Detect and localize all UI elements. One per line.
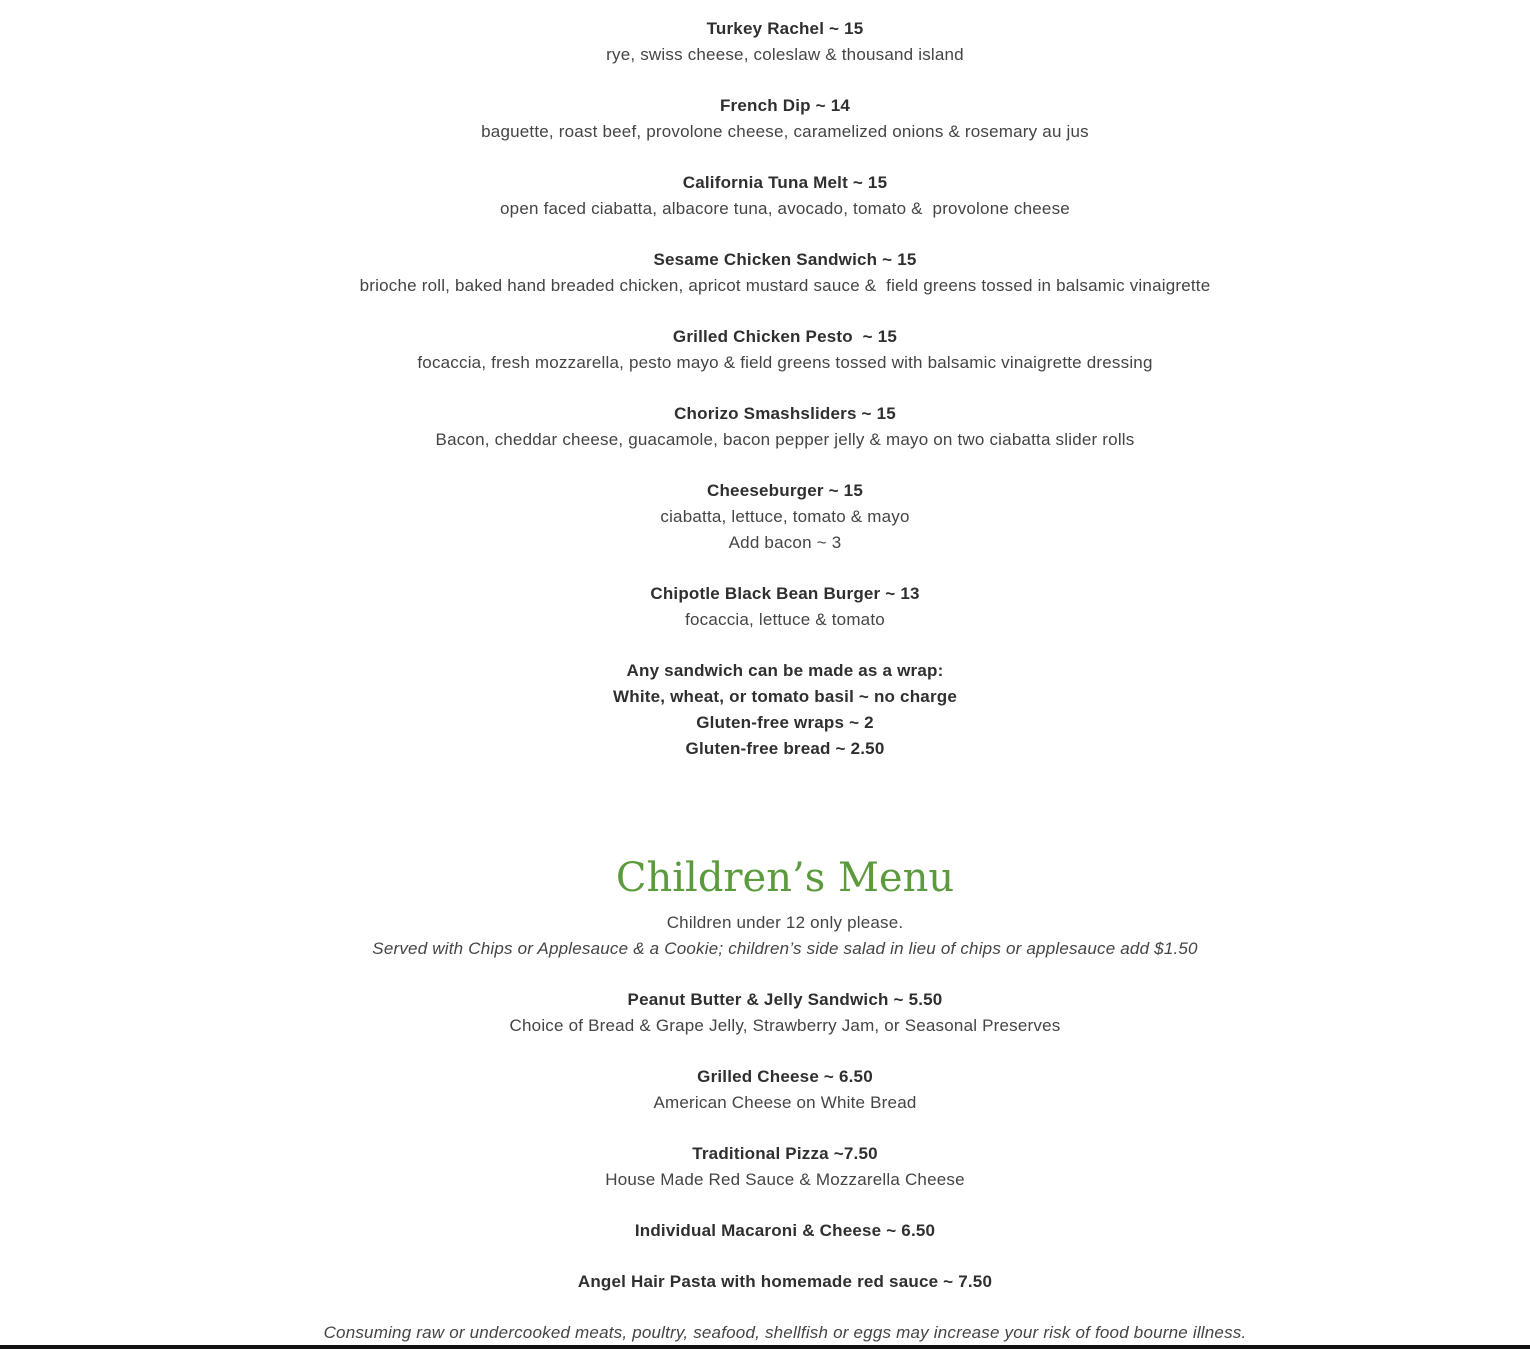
menu-item-name: Grilled Cheese ~ 6.50: [697, 1067, 873, 1086]
menu-item-addon: Add bacon ~ 3: [728, 533, 842, 552]
menu-item-description: focaccia, lettuce & tomato: [685, 610, 885, 629]
menu-item-description: Bacon, cheddar cheese, guacamole, bacon pepper jelly & mayo on two ciabatta slider rolls: [435, 430, 1135, 449]
menu-item-name: Individual Macaroni & Cheese ~ 6.50: [634, 1221, 936, 1240]
wrap-note: White, wheat, or tomato basil ~ no charge: [613, 687, 957, 706]
menu-item-description: baguette, roast beef, provolone cheese, caramelized onions & rosemary au jus: [481, 122, 1089, 141]
menu-item-name: Chorizo Smashsliders ~ 15: [674, 404, 896, 423]
menu-item-name: Angel Hair Pasta with homemade red sauce ~ 7.50: [577, 1272, 993, 1291]
menu-item-name: Peanut Butter & Jelly Sandwich ~ 5.50: [627, 990, 943, 1009]
menu-item-description: rye, swiss cheese, coleslaw & thousand island: [606, 45, 964, 64]
menu-item-name: Grilled Chicken Pesto ~ 15: [672, 327, 898, 346]
childrens-menu-subtitle: Children under 12 only please.: [666, 913, 904, 932]
menu-item-name: Cheeseburger ~ 15: [706, 481, 863, 500]
menu-item-name: Sesame Chicken Sandwich ~ 15: [653, 250, 917, 269]
food-safety-disclaimer: Consuming raw or undercooked meats, poultry, seafood, shellfish or eggs may increase your risk of food bourne illness.: [323, 1323, 1247, 1342]
wrap-note: Gluten-free wraps ~ 2: [696, 713, 874, 732]
menu-item-description: focaccia, fresh mozzarella, pesto mayo & field greens tossed with balsamic vinaigrette dressing: [417, 353, 1153, 372]
bottom-edge-bar: [0, 1345, 1530, 1349]
menu-item-name: Turkey Rachel ~ 15: [706, 19, 864, 38]
menu-item-description: open faced ciabatta, albacore tuna, avocado, tomato & provolone cheese: [500, 199, 1070, 218]
menu-item-name: Chipotle Black Bean Burger ~ 13: [650, 584, 920, 603]
wrap-note: Gluten-free bread ~ 2.50: [685, 739, 885, 758]
menu-item-description: American Cheese on White Bread: [653, 1093, 917, 1112]
menu-item-name: French Dip ~ 14: [719, 96, 851, 115]
menu-item-name: Traditional Pizza ~7.50: [692, 1144, 878, 1163]
childrens-menu-heading: Children’s Menu: [615, 855, 955, 901]
menu-item-description: brioche roll, baked hand breaded chicken, apricot mustard sauce & field greens tossed in balsamic vinaigrette: [359, 276, 1211, 295]
menu-item-description: Choice of Bread & Grape Jelly, Strawberry Jam, or Seasonal Preserves: [509, 1016, 1061, 1035]
menu-item-description: House Made Red Sauce & Mozzarella Cheese: [605, 1170, 965, 1189]
childrens-menu-served-with: Served with Chips or Applesauce & a Cookie; children’s side salad in lieu of chips or applesauce add $1.50: [372, 939, 1198, 958]
menu-item-description: ciabatta, lettuce, tomato & mayo: [660, 507, 910, 526]
wrap-note: Any sandwich can be made as a wrap:: [626, 661, 944, 680]
menu-item-name: California Tuna Melt ~ 15: [682, 173, 888, 192]
